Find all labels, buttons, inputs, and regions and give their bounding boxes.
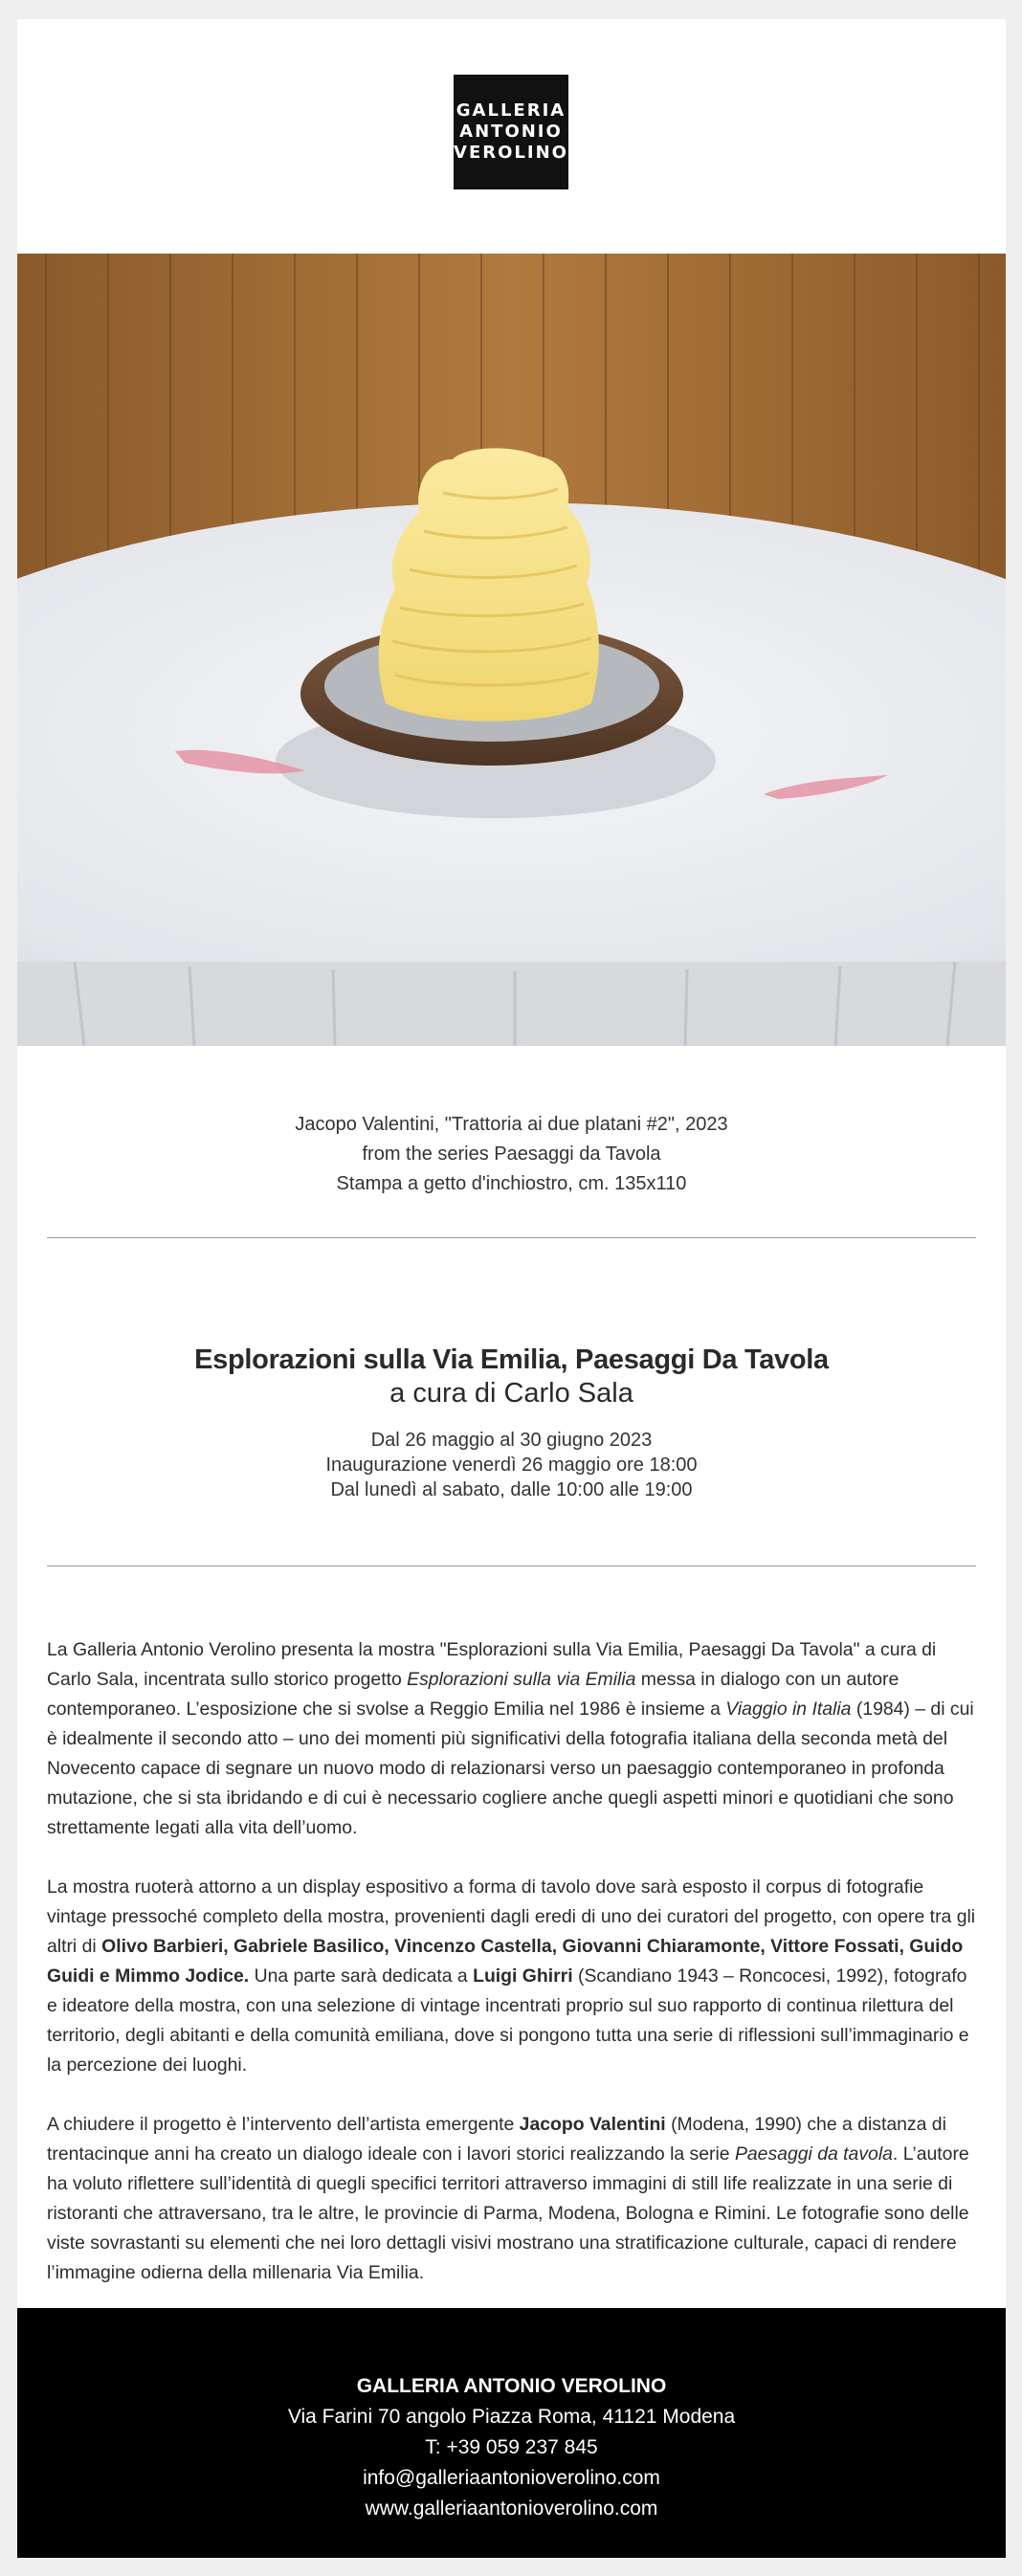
exhibition-curator: a cura di Carlo Sala bbox=[389, 1378, 633, 1409]
p3-text-e: . L’autore ha voluto riflettere sull’identità di quegli specifici territori attraverso immagini di still life realizzate in una serie di ristoranti che attraversano, tra le altre, le provincie di Parma, Modena, Bologna e Rimini. Le fotografie sono delle viste sovrastanti su elementi che nei loro dettagli visivi mostrano una stratificazione culturale, capaci di rendere l’immagine odierna della millenaria Via Emilia. bbox=[47, 2143, 969, 2283]
p3-italic-series: Paesaggi da tavola bbox=[734, 2143, 893, 2165]
caption-title: Jacopo Valentini, "Trattoria ai due platani #2", 2023 bbox=[295, 1114, 728, 1135]
p2-text-c: Una parte sarà dedicata a bbox=[249, 1965, 474, 1987]
p2-bold-artists: Olivo Barbieri, Gabriele Basilico, Vincenzo Castella, Giovanni Chiaramonte, Vittore Fossati, Guido Guidi e Mimmo Jodice. bbox=[47, 1936, 964, 1987]
artwork-caption bbox=[17, 1110, 1006, 1199]
footer-address: Via Farini 70 angolo Piazza Roma, 41121 Modena bbox=[287, 2406, 736, 2428]
footer-email-link[interactable]: info@galleriaantonioverolino.com bbox=[363, 2467, 660, 2489]
p3-text-a: A chiudere il progetto è l’intervento dell’artista emergente bbox=[47, 2114, 520, 2135]
divider-top bbox=[47, 1237, 976, 1238]
exhibition-schedule bbox=[17, 1428, 1006, 1502]
caption-series: from the series Paesaggi da Tavola bbox=[362, 1144, 661, 1165]
exhibition-opening: Inaugurazione venerdì 26 maggio ore 18:00 bbox=[325, 1455, 698, 1476]
gallery-logo[interactable] bbox=[454, 75, 568, 189]
artwork-photo bbox=[17, 254, 1006, 1046]
p1-text-c: messa in dialogo con un autore contemporaneo. L’esposizione che si svolse a Reggio Emilia nel 1986 è insieme a bbox=[47, 1669, 900, 1720]
logo-line-2: ANTONIO bbox=[459, 122, 563, 142]
p3-bold-valentini: Jacopo Valentini bbox=[519, 2114, 666, 2135]
footer-gallery-name: GALLERIA ANTONIO VEROLINO bbox=[356, 2375, 667, 2397]
p1-text-e: (1984) – di cui è idealmente il secondo atto – uno dei momenti più significativi della fotografia italiana della seconda metà del Novecento capace di segnare un nuovo modo di relazionarsi verso un paesaggio contemporaneo in profonda mutazione, che si sta ibridando e di cui è necessario cogliere anche quegli aspetti minori e quotidiani che sono strettamente legati alla vita dell’uomo. bbox=[47, 1699, 974, 1838]
newsletter-card bbox=[17, 19, 1006, 2558]
p2-bold-ghirri: Luigi Ghirri bbox=[473, 1965, 573, 1987]
p1-text-a: La Galleria Antonio Verolino presenta la mostra "Esplorazioni sulla Via Emilia, Paesaggi Da Tavola" a cura di Carlo Sala, incentrata sullo storico progetto bbox=[47, 1639, 937, 1690]
p1-italic-project: Esplorazioni sulla via Emilia bbox=[407, 1669, 636, 1690]
caption-medium: Stampa a getto d'inchiostro, cm. 135x110 bbox=[336, 1173, 687, 1194]
logo-line-1: GALLERIA bbox=[455, 100, 567, 121]
press-release-text bbox=[47, 1635, 980, 2318]
paragraph-1 bbox=[47, 1635, 980, 1843]
exhibition-title: Esplorazioni sulla Via Emilia, Paesaggi Da Tavola bbox=[194, 1344, 829, 1375]
logo-line-3: VEROLINO bbox=[454, 143, 568, 163]
p1-italic-viaggio: Viaggio in Italia bbox=[725, 1699, 852, 1720]
p2-text-e: (Scandiano 1943 – Roncocesi, 1992), fotografo e ideatore della mostra, con una selezione di vintage incentrati proprio sul suo rapporto di continua rilettura del territorio, degli abitanti e della comunità emiliana, dove si pongono tutta una serie di riflessioni sull’immaginario e la percezione dei luoghi. bbox=[47, 1965, 969, 2076]
tablecloth-drape bbox=[17, 962, 1006, 1046]
paragraph-3 bbox=[47, 2110, 980, 2288]
paragraph-2 bbox=[47, 1873, 980, 2080]
footer-phone[interactable]: T: +39 059 237 845 bbox=[425, 2436, 598, 2458]
exhibition-hours: Dal lunedì al sabato, dalle 10:00 alle 19:00 bbox=[330, 1479, 693, 1500]
p3-text-c: (Modena, 1990) che a distanza di trentacinque anni ha creato un dialogo ideale con i lavori storici realizzando la serie bbox=[47, 2114, 946, 2165]
footer bbox=[17, 2308, 1006, 2558]
footer-website-link[interactable]: www.galleriaantonioverolino.com bbox=[365, 2498, 658, 2520]
exhibition-dates: Dal 26 maggio al 30 giugno 2023 bbox=[370, 1430, 653, 1451]
p2-text-a: La mostra ruoterà attorno a un display espositivo a forma di tavolo dove sarà esposto il corpus di fotografie vintage pressoché completo della mostra, provenienti dagli eredi di uno dei curatori del progetto, con opere tra gli altri di bbox=[47, 1876, 976, 1957]
